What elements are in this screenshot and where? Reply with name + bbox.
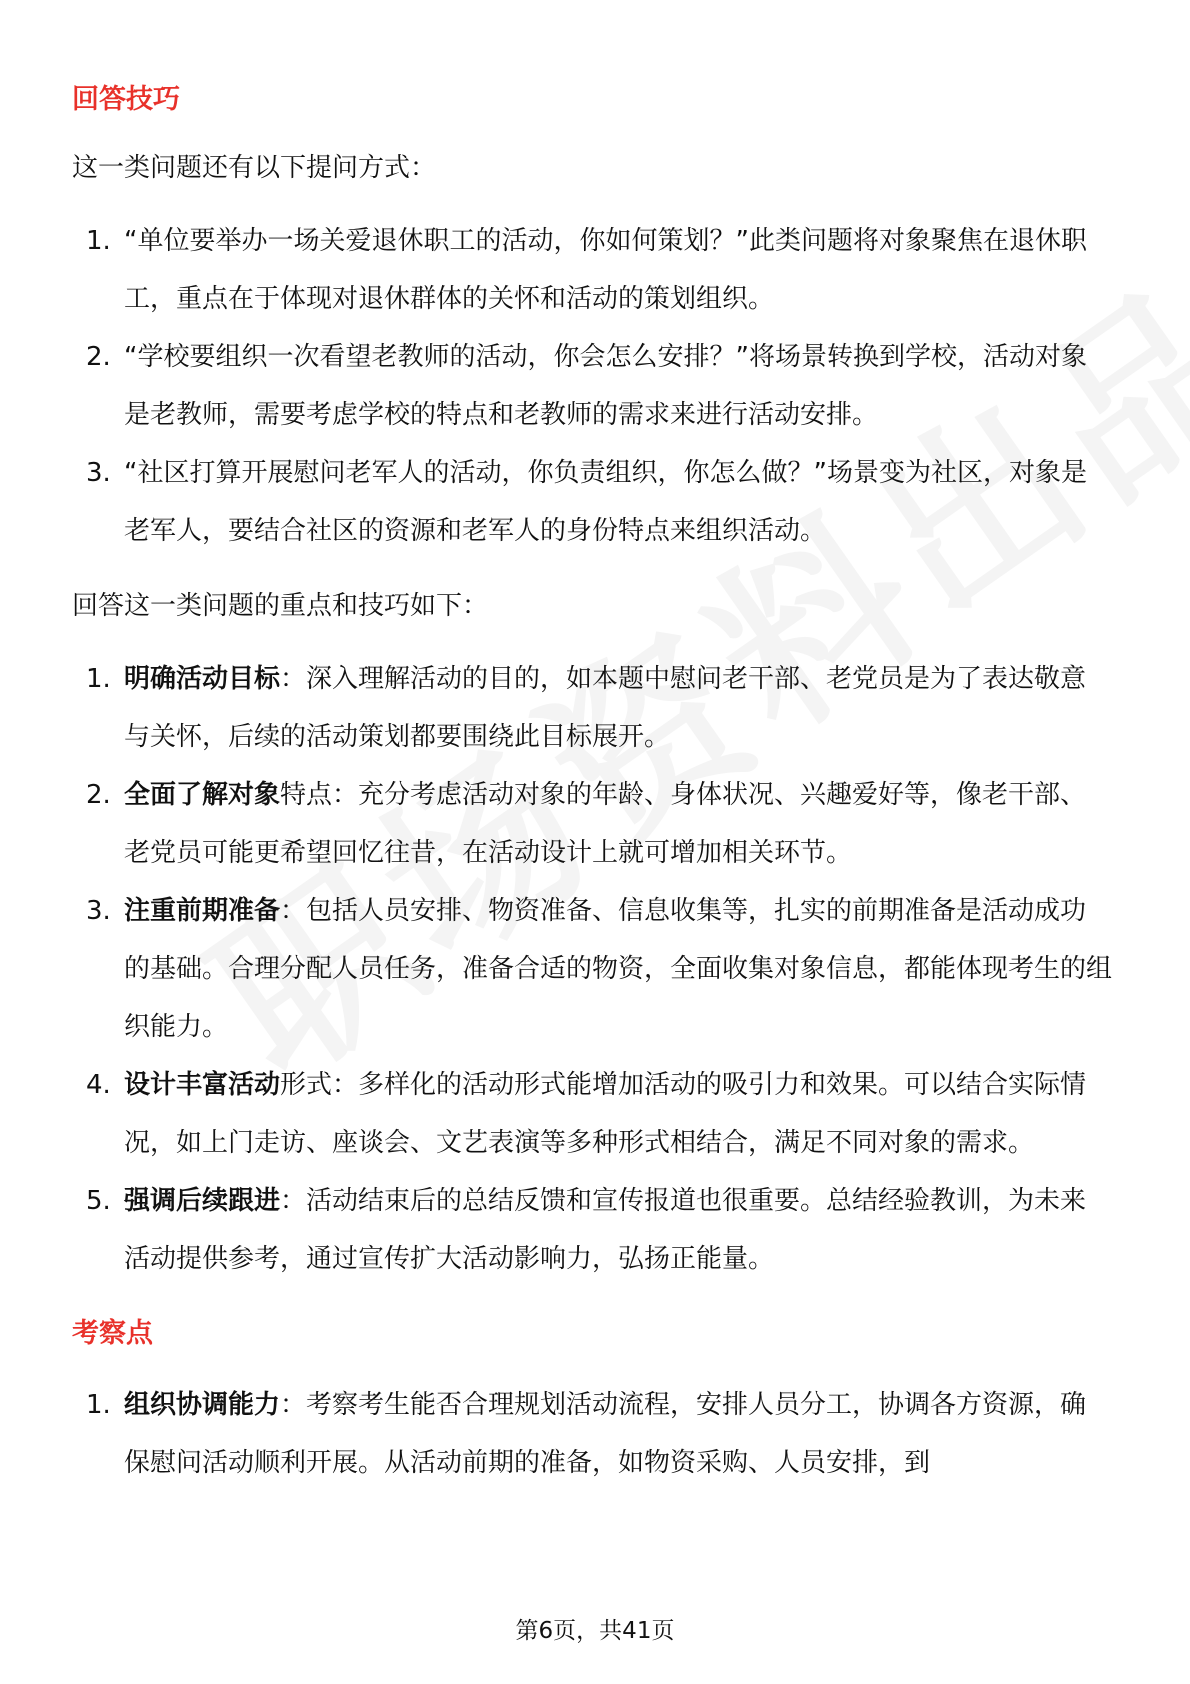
- list-item-text: [124, 1186, 1086, 1274]
- list-item-keyword: 注重前期准备: [124, 896, 281, 926]
- list-item-text: [124, 1390, 1086, 1478]
- section-title-exam-points: 考察点: [72, 1318, 153, 1349]
- list-item-text: “单位要举办一场关爱退休职工的活动，你如何策划？”此类问题将对象聚焦在退休职工，重点在于体现对退休群体的关怀和活动的策划组织。: [124, 226, 1087, 314]
- list-item: [72, 1376, 1112, 1492]
- list-item-keyword: 全面了解对象: [124, 780, 281, 810]
- page-number-footer: 第6页，共41页: [515, 1618, 675, 1644]
- list-number: 5.: [86, 1186, 111, 1216]
- list-number: 2.: [86, 342, 111, 372]
- list-number: 1.: [86, 226, 111, 256]
- focus-list: [72, 650, 1112, 1288]
- list-item-text: “社区打算开展慰问老军人的活动，你负责组织，你怎么做？”场景变为社区，对象是老军人，要结合社区的资源和老军人的身份特点来组织活动。: [124, 458, 1087, 546]
- list-item-body: 形式：多样化的活动形式能增加活动的吸引力和效果。可以结合实际情况，如上门走访、座谈会、文艺表演等多种形式相结合，满足不同对象的需求。: [124, 1070, 1087, 1158]
- list-item: [72, 444, 1112, 560]
- exam-points-list: [72, 1376, 1112, 1492]
- page-content: [72, 80, 1112, 1492]
- list-item-text: “学校要组织一次看望老教师的活动，你会怎么安排？”将场景转换到学校，活动对象是老教师，需要考虑学校的特点和老教师的需求来进行活动安排。: [124, 342, 1087, 430]
- list-item: [72, 1056, 1112, 1172]
- list-item-body: 特点：充分考虑活动对象的年龄、身体状况、兴趣爱好等，像老干部、老党员可能更希望回忆往昔，在活动设计上就可增加相关环节。: [124, 780, 1087, 868]
- list-number: 4.: [86, 1070, 111, 1100]
- list-item-text: [124, 780, 1086, 868]
- variants-list: [72, 212, 1112, 560]
- focus-intro-paragraph: 回答这一类问题的重点和技巧如下：: [72, 591, 489, 621]
- list-item-text: [124, 664, 1086, 752]
- list-item: [72, 650, 1112, 766]
- list-item-body: ：深入理解活动的目的，如本题中慰问老干部、老党员是为了表达敬意与关怀，后续的活动策划都要围绕此目标展开。: [124, 664, 1087, 752]
- list-number: 2.: [86, 780, 111, 810]
- list-item-keyword: 强调后续跟进: [124, 1186, 281, 1216]
- list-item-body: ：活动结束后的总结反馈和宣传报道也很重要。总结经验教训，为未来活动提供参考，通过宣传扩大活动影响力，弘扬正能量。: [124, 1186, 1087, 1274]
- list-item: [72, 1172, 1112, 1288]
- list-item: [72, 328, 1112, 444]
- list-number: 3.: [86, 896, 111, 926]
- list-item-text: [124, 1070, 1086, 1158]
- list-number: 1.: [86, 1390, 111, 1420]
- list-item: [72, 766, 1112, 882]
- list-item-keyword: 设计丰富活动: [124, 1070, 281, 1100]
- list-item: [72, 882, 1112, 1056]
- list-number: 1.: [86, 664, 111, 694]
- list-item-keyword: 明确活动目标: [124, 664, 281, 694]
- list-item-text: [124, 896, 1112, 1042]
- list-item: [72, 212, 1112, 328]
- list-item-keyword: 组织协调能力: [124, 1390, 281, 1420]
- section-title-tips: 回答技巧: [72, 84, 180, 115]
- list-number: 3.: [86, 458, 111, 488]
- list-item-body: ：包括人员安排、物资准备、信息收集等，扎实的前期准备是活动成功的基础。合理分配人员任务，准备合适的物资，全面收集对象信息，都能体现考生的组织能力。: [124, 896, 1113, 1042]
- list-item-body: ：考察考生能否合理规划活动流程，安排人员分工，协调各方资源，确保慰问活动顺利开展。从活动前期的准备，如物资采购、人员安排，到: [124, 1390, 1087, 1478]
- intro-paragraph: 这一类问题还有以下提问方式：: [72, 153, 437, 183]
